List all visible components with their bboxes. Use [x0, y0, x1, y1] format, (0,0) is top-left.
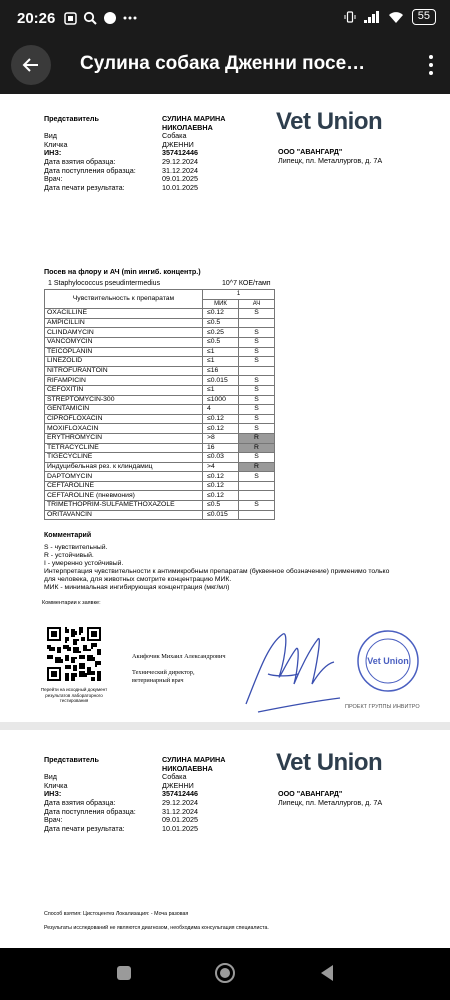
- ach-cell: R: [239, 462, 275, 472]
- drug-cell: Индуцибельная рез. к клиндамиц: [45, 462, 203, 472]
- mic-cell: ≤0.12: [203, 472, 239, 482]
- arrival-date-value: 31.12.2024: [162, 806, 198, 816]
- ach-cell: R: [239, 443, 275, 453]
- ach-cell: S: [239, 328, 275, 338]
- ach-cell: [239, 510, 275, 520]
- inz-label: ИНЗ:: [44, 148, 62, 158]
- signature-icon: [238, 614, 348, 719]
- recents-button[interactable]: [113, 962, 135, 984]
- table-row: [45, 309, 275, 319]
- doctor-value: 09.01.2025: [162, 815, 198, 825]
- company-info: [278, 789, 382, 807]
- comment-line: I - умеренно устойчивый.: [44, 559, 124, 567]
- vet-union-logo: Vet Union: [276, 749, 383, 776]
- species-value: Собака: [162, 772, 187, 782]
- drug-cell: OXACILLINE: [45, 309, 203, 319]
- ach-cell: S: [239, 501, 275, 511]
- organism-count: 10^7 КОЕ/тамп: [222, 280, 271, 287]
- ach-cell: S: [239, 347, 275, 357]
- table-row: [45, 385, 275, 395]
- doctor-name: Акифочик Михаил Александрович: [132, 653, 226, 660]
- system-nav-bar: [0, 948, 450, 1000]
- mic-cell: ≤0.5: [203, 337, 239, 347]
- mic-cell: ≤0.5: [203, 318, 239, 328]
- arrival-date-label: Дата поступления образца:: [44, 806, 136, 816]
- sample-date-value: 29.12.2024: [162, 156, 198, 166]
- home-circle-icon: [214, 962, 236, 984]
- home-button[interactable]: [214, 962, 236, 984]
- mic-cell: ≤0.25: [203, 328, 239, 338]
- doctor-label: Врач:: [44, 815, 63, 825]
- system-back-button[interactable]: [316, 962, 338, 984]
- qr-caption: Перейти на исходный документ результатов лабораторного тестирования: [40, 687, 108, 703]
- mic-cell: ≤0.12: [203, 414, 239, 424]
- table-row: [45, 433, 275, 443]
- comment-line: R - устойчивый.: [44, 551, 94, 559]
- page-separator: [0, 722, 450, 730]
- doctor-position: [132, 669, 195, 684]
- drug-cell: CLINDAMYCIN: [45, 328, 203, 338]
- table-row: [45, 395, 275, 405]
- status-left-icons: [64, 11, 137, 25]
- mic-cell: 4: [203, 405, 239, 415]
- header-mic: МИК: [203, 299, 239, 309]
- status-bar: [0, 0, 450, 38]
- more-dots-icon: [123, 15, 137, 21]
- page-title: Сулина собака Дженни посе…: [80, 53, 366, 74]
- company-name: ООО "АВАНГАРД": [278, 147, 343, 156]
- drug-cell: TIGECYCLINE: [45, 453, 203, 463]
- owner-value-1: СУЛИНА МАРИНА: [162, 755, 226, 764]
- drug-cell: AMPICILLIN: [45, 318, 203, 328]
- species-label: Вид: [44, 772, 58, 782]
- print-date-value: 10.01.2025: [162, 182, 198, 192]
- inz-value: 357412446: [162, 148, 198, 158]
- vibrate-icon: [344, 11, 356, 23]
- mic-cell: 16: [203, 443, 239, 453]
- table-row: [45, 453, 275, 463]
- ach-cell: S: [239, 376, 275, 386]
- table-row: [45, 405, 275, 415]
- drug-cell: ORITAVANCIN: [45, 510, 203, 520]
- mic-cell: ≤0.015: [203, 376, 239, 386]
- sample-date-value: 29.12.2024: [162, 797, 198, 807]
- table-row: [45, 491, 275, 501]
- patient-info: [44, 115, 252, 192]
- mic-cell: ≤1: [203, 357, 239, 367]
- signal-icon: [364, 11, 380, 23]
- header-ach: АЧ: [239, 299, 275, 309]
- ach-cell: [239, 366, 275, 376]
- vet-union-stamp-icon: [356, 629, 420, 693]
- drug-cell: TRIMETHOPRIM-SULFAMETHOXAZOLE: [45, 501, 203, 511]
- doctor-label: Врач:: [44, 174, 63, 184]
- comments-title: Комментарий: [44, 532, 92, 539]
- susceptibility-table: [44, 289, 275, 520]
- report-page-1: [0, 94, 450, 722]
- ach-cell: S: [239, 337, 275, 347]
- drug-cell: RIFAMPICIN: [45, 376, 203, 386]
- drug-cell: TETRACYCLINE: [45, 443, 203, 453]
- table-row: [45, 510, 275, 520]
- owner-value-1: СУЛИНА МАРИНА: [162, 114, 226, 123]
- document-viewer[interactable]: [0, 94, 450, 948]
- status-time: 20:26: [17, 10, 56, 27]
- search-icon: [83, 11, 97, 25]
- owner-label: Представитель: [44, 755, 99, 764]
- qr-code-icon[interactable]: [47, 627, 101, 681]
- invitro-label: ПРОЕКТ ГРУППЫ ИНВИТРО: [345, 704, 420, 710]
- organism-line: 1 Staphylococcus pseudintermedius: [48, 280, 161, 287]
- table-row: [45, 472, 275, 482]
- print-date-label: Дата печати результата:: [44, 823, 125, 833]
- section-title: Посев на флору и АЧ (min ингиб. концентр.): [44, 267, 201, 276]
- drug-cell: CIPROFLOXACIN: [45, 414, 203, 424]
- owner-label: Представитель: [44, 114, 99, 123]
- ach-cell: R: [239, 433, 275, 443]
- species-label: Вид: [44, 131, 58, 141]
- drug-cell: STREPTOMYCIN-300: [45, 395, 203, 405]
- drug-cell: VANCOMYCIN: [45, 337, 203, 347]
- mic-cell: ≤0.12: [203, 309, 239, 319]
- drug-cell: ERYTHROMYCIN: [45, 433, 203, 443]
- ach-cell: S: [239, 385, 275, 395]
- table-row: [45, 376, 275, 386]
- mic-cell: ≤0.03: [203, 453, 239, 463]
- drug-cell: CEFTAROLINE: [45, 481, 203, 491]
- mic-cell: ≤0.12: [203, 491, 239, 501]
- patient-info-2: [44, 756, 252, 833]
- arrival-date-value: 31.12.2024: [162, 165, 198, 175]
- drug-cell: GENTAMICIN: [45, 405, 203, 415]
- mic-cell: ≤1: [203, 385, 239, 395]
- header-group: 1: [203, 290, 275, 300]
- comment-line: Интерпретация чувствительности к антимикробным препаратам (буквенное обозначение) применимо только: [44, 567, 390, 575]
- ach-cell: S: [239, 414, 275, 424]
- mic-cell: ≤1000: [203, 395, 239, 405]
- doctor-position-line: ветеринарный врач: [132, 676, 184, 684]
- table-row: [45, 424, 275, 434]
- drug-cell: DAPTOMYCIN: [45, 472, 203, 482]
- mic-cell: >8: [203, 433, 239, 443]
- sample-method-line: Способ взятия: Цистоцентез Локализация: - Моча разовая: [44, 911, 189, 917]
- owner-value-2: НИКОЛАЕВНА: [162, 122, 213, 132]
- ach-cell: S: [239, 309, 275, 319]
- recents-square-icon: [116, 965, 132, 981]
- mic-cell: ≤0.5: [203, 501, 239, 511]
- comment-line: S - чувствительный.: [44, 544, 108, 551]
- sample-date-label: Дата взятия образца:: [44, 156, 116, 166]
- disclaimer-line: Результаты исследований не являются диагнозом, необходима консультация специалиста.: [44, 925, 269, 931]
- stamp-text: Vet Union: [367, 656, 409, 666]
- drug-cell: LINEZOLID: [45, 357, 203, 367]
- table-header-row: [45, 290, 275, 300]
- table-row: [45, 366, 275, 376]
- comment-line: для человека, для животных смотрите концентрацию МИК.: [44, 575, 232, 583]
- drug-cell: CEFOXITIN: [45, 385, 203, 395]
- report-page-2: [0, 730, 450, 948]
- comments-to-request: Комментарии к заявке:: [42, 600, 101, 606]
- arrow-left-icon: [22, 56, 40, 74]
- company-address: Липецк, пл. Металлургов, д. 7А: [278, 798, 383, 807]
- header-drug: Чувствительность к препаратам: [45, 290, 203, 309]
- drug-cell: NITROFURANTOIN: [45, 366, 203, 376]
- sample-date-label: Дата взятия образца:: [44, 797, 116, 807]
- ach-cell: S: [239, 472, 275, 482]
- table-row: [45, 318, 275, 328]
- comment-line: МИК - минимальная ингибирующая концентрация (мкг/мл): [44, 583, 230, 591]
- owner-value-2: НИКОЛАЕВНА: [162, 763, 213, 773]
- print-date-label: Дата печати результата:: [44, 182, 125, 192]
- table-row: [45, 501, 275, 511]
- ach-cell: [239, 481, 275, 491]
- inz-value: 357412446: [162, 789, 198, 799]
- company-info: [278, 147, 382, 165]
- nickname-value: ДЖЕННИ: [162, 780, 194, 790]
- status-right-icons: [344, 9, 436, 25]
- comments-block: [44, 544, 436, 591]
- inz-label: ИНЗ:: [44, 789, 62, 799]
- table-row: [45, 347, 275, 357]
- table-row: [45, 462, 275, 472]
- ach-cell: [239, 318, 275, 328]
- print-date-value: 10.01.2025: [162, 823, 198, 833]
- back-triangle-icon: [319, 964, 335, 982]
- ach-cell: S: [239, 453, 275, 463]
- ach-cell: [239, 491, 275, 501]
- nickname-label: Кличка: [44, 139, 68, 149]
- ach-cell: S: [239, 424, 275, 434]
- drug-cell: CEFTAROLINE (пневмония): [45, 491, 203, 501]
- battery-icon: 55: [412, 9, 436, 25]
- mic-cell: ≤0.015: [203, 510, 239, 520]
- company-address: Липецк, пл. Металлургов, д. 7А: [278, 156, 383, 165]
- table-row: [45, 357, 275, 367]
- company-name: ООО "АВАНГАРД": [278, 789, 343, 798]
- wifi-icon: [388, 11, 404, 23]
- drug-cell: MOXIFLOXACIN: [45, 424, 203, 434]
- mic-cell: ≤0.12: [203, 481, 239, 491]
- ach-cell: S: [239, 357, 275, 367]
- circle-icon: [103, 11, 117, 25]
- mic-cell: ≤0.12: [203, 424, 239, 434]
- ach-cell: S: [239, 405, 275, 415]
- doctor-value: 09.01.2025: [162, 174, 198, 184]
- table-row: [45, 443, 275, 453]
- screen-record-icon: [64, 12, 77, 25]
- ach-cell: S: [239, 395, 275, 405]
- nickname-value: ДЖЕННИ: [162, 139, 194, 149]
- vet-union-logo: Vet Union: [276, 108, 383, 135]
- nickname-label: Кличка: [44, 780, 68, 790]
- mic-cell: ≤1: [203, 347, 239, 357]
- app-bar: [0, 38, 450, 94]
- table-row: [45, 414, 275, 424]
- more-vert-icon[interactable]: [424, 52, 438, 78]
- table-row: [45, 328, 275, 338]
- mic-cell: >4: [203, 462, 239, 472]
- doctor-position-line: Технический директор,: [132, 669, 195, 676]
- arrival-date-label: Дата поступления образца:: [44, 165, 136, 175]
- mic-cell: ≤16: [203, 366, 239, 376]
- drug-cell: TEICOPLANIN: [45, 347, 203, 357]
- table-row: [45, 337, 275, 347]
- species-value: Собака: [162, 131, 187, 141]
- back-button[interactable]: [11, 45, 51, 85]
- table-row: [45, 481, 275, 491]
